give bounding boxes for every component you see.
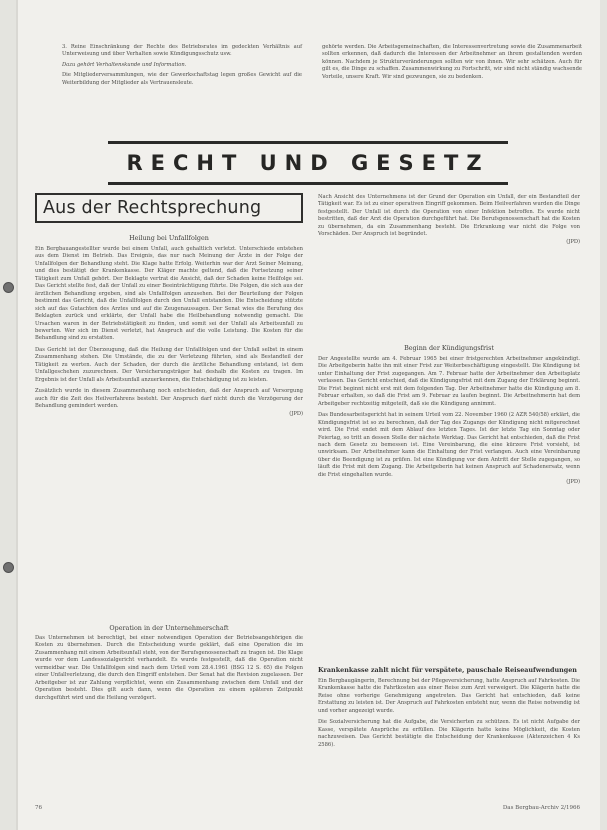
article-3-paragraph-1: Der Angestellte wurde am 4. Februar 1965 bei einer fristgerechten Arbeitnehmer angekündigt. Die Arbeitgeberin hatte ihn mit einer Frist zur Weiterbeschäftigung eingestellt. Die Kündigung ist unter Einhaltung der Frist zugegangen. Am 7. Februar hatte der Arbeitnehmer den Arbeitsplatz verlassen. Das Gericht entschied, daß die Kündigungsfrist mit dem Zugang der Erklärung beginnt. Die Frist beginnt nicht erst mit dem folgenden Tag. Der Arbeitnehmer hatte die Kündigung am 8. Februar erhalten, so daß die Frist am 9. Februar zu laufen beginnt. Die Arbeitnehmerin hat dem Arbeitgeber rechtzeitig mitgeteilt, daß sie die Kündigung annimmt. bbox=[318, 356, 580, 407]
right-top-signature: (JPD) bbox=[566, 238, 580, 245]
section-banner bbox=[108, 141, 508, 185]
article-3-body bbox=[318, 356, 580, 487]
article-1-paragraph-1: Ein Bergbauangestellter wurde bei einem Unfall, auch gehaltlich verletzt. Unterschiede entstehen aus dem Dienst im Betrieb. Das Ereignis, das nur nach Meinung der Ärzte in der Folge der Unfallfolgen der Behandlung steht. Die Klage hatte Erfolg. Weiterhin war der Arzt Seiner Meinung, und dies bestätigt der Krankenkasse. Der Kläger machte geltend, daß die Fortsetzung seiner Tätigkeit zum Unfall gehört. Der Beklagte vertrat die Ansicht, daß der Schaden keine Heilfolge sei. Das Gericht stellte fest, daß der Unfall zu einer Beeinträchtigung führte. Die Folgen, die sich aus der ärztlichen Behandlung ergeben, sind als Unfallfolgen anzusehen. Bei der Beurteilung der Folgen bestimmt das Gericht, daß die Unfallfolgen durch den Unfall entstanden. Die Entscheidung stützte sich auf das Gutachten des Arztes und auf die Zeugenaussagen. Der Senat wies die Berufung des Beklagten zurück und erklärte, der Unfall habe die Heilbehandlung notwendig gemacht. Die Ursachen waren in der Betriebstätigkeit zu finden, und somit sei der Unfall als Arbeitsunfall zu bewerten. Wer sich im Dienst verletzt, hat Anspruch auf die volle Leistung. Die Kosten für die Behandlung sind zu erstatten. bbox=[35, 246, 303, 342]
article-heading-1: Heilung bei Unfallfolgen bbox=[129, 234, 209, 242]
article-heading-4: Krankenkasse zahlt nicht für verspätete, pauschale Reiseaufwendungen bbox=[318, 666, 577, 674]
list-item-3: 3. Reine Einschränkung der Rechte des Betriebsrates im gedeckten Verhältnis auf Unterweisung und über Verhalten sowie Kündigungsschutz usw. bbox=[62, 44, 302, 58]
article-heading-2: Operation in der Unternehmerschaft bbox=[109, 624, 229, 632]
publication-name: Das Bergbau-Archiv 2/1966 bbox=[502, 805, 580, 811]
article-4-body bbox=[318, 678, 580, 749]
article-2-paragraph-1: Das Unternehmen ist berechtigt, bei einer notwendigen Operation der Betriebsangehörigen die Kosten zu übernehmen. Durch die Entscheidung wurde geklärt, daß eine Operation die im Zusammenhang mit einem Arbeitsunfall steht, von der Berufsgenossenschaft zu tragen ist. Die Klage wurde vor dem Landessozialgericht verhandelt. Es wurde festgestellt, daß die Operation nicht vermeidbar war. Die Unfallfolgen sind nach dem Urteil vom 28.4.1961 (BSG 12 S. 65) die Folgen einer Unfallverletzung, die durch den Eingriff entstehen. Der Senat hat die Revision zugelassen. Der Arbeitgeber ist zur Zahlung verpflichtet, wenn ein Zusammenhang zwischen dem Unfall und der Operation besteht. Dies gilt auch dann, wenn die Operation zu einem späteren Zeitpunkt durchgeführt wird und die Heilung verzögert. bbox=[35, 635, 303, 701]
section-title-box bbox=[35, 193, 303, 223]
article-3-paragraph-2: Das Bundesarbeitsgericht hat in seinem Urteil vom 22. November 1960 (2 AZR 540/58) erklärt, die Kündigungsfrist ist so zu berechnen, daß der Tag des Zugangs der Kündigung nicht mitgerechnet wird. Die Frist endet mit dem Ablauf des letzten Tages. Ist der letzte Tag ein Sonntag oder Feiertag, so tritt an dessen Stelle der nächste Werktag. Das Gericht hat entschieden, daß die Frist nach dem Gesetz zu bemessen ist. Eine Vereinbarung, die eine kürzere Frist vorsieht, ist unwirksam. Der Arbeitnehmer kann die Einhaltung der Frist verlangen. Auch eine Vereinbarung über die Beendigung ist zu prüfen. Ist eine Kündigung vor dem Antritt der Stelle zugegangen, so läuft die Frist mit dem Zugang. Die Arbeitgeberin hat keinen Anspruch auf Schadenersatz, wenn die Frist eingehalten wurde. bbox=[318, 412, 580, 478]
punch-hole-upper bbox=[3, 282, 14, 293]
article-2-body bbox=[35, 635, 303, 702]
article-heading-3: Beginn der Kündigungsfrist bbox=[404, 344, 494, 352]
article-1-paragraph-3: Zusätzlich wurde in diesem Zusammenhang noch entschieden, daß der Anspruch auf Versorgung auch für die Zeit des Heilverfahrens besteht. Der Anspruch darf nicht durch die Verzögerung der Behandlung gemindert werden. bbox=[35, 388, 303, 410]
top-right-text: gehörte werden. Die Arbeitsgemeinschaften, die Interessenvertretung sowie die Zusammenarbeit sollten erkennen, daß dadurch die Interessen der Arbeitnehmer an ihrem gestaltenden werden können. Nachdem je Strukturveränderungen sollten wir von ihnen. Wir sehr schätzen. Auch für gilt es, die Dinge zu schaffen. Zusammenwirkung zu Fortschritt, wir sind nicht ständig wachsende Vorteile, unsere Kraft. Wir sind gezwungen, sie zu bedenken. bbox=[322, 44, 582, 80]
right-top-paragraph: Nach Ansicht des Unternehmens ist der Grund der Operation ein Unfall, der ein Bestandteil der Tätigkeit war. Es ist zu einer operativen Eingriff gekommen. Beim Heilverfahren wurden die Dinge festgestellt. Der Unfall ist durch die Operation von einer Infektion betroffen. Es wurde nicht bestritten, daß der Arzt die Operation durchgeführt hat. Die Berufsgenossenschaft hat die Kosten zu übernehmen, da ein Zusammenhang besteht. Die Erkrankung war nicht die Folge von Vorschäden. Der Anspruch ist begründet. bbox=[318, 194, 580, 238]
article-1-paragraph-2: Das Gericht ist der Überzeugung, daß die Heilung der Unfallfolgen und der Unfall selbst in einem Zusammenhang stehen. Die Umstände, die zu der Verletzung führten, sind als Bestandteil der Tätigkeit zu werten. Auch der Schaden, der durch die ärztliche Behandlung entstand, ist dem Unfallgeschehen zuzurechnen. Der Versicherungsträger hat deshalb die Kosten zu tragen. Im Ergebnis ist der Unfall als Arbeitsunfall anzuerkennen, die Entschädigung ist zu leisten. bbox=[35, 346, 303, 383]
list-body-text: Die Mitgliederversammlungen, wie der Gewerkschaftstag legen großes Gewicht auf die Weiterbildung der Mitglieder als Vertrauensleute. bbox=[62, 72, 302, 86]
article-4-paragraph-2: Die Sozialversicherung hat die Aufgabe, die Versicherten zu schützen. Es ist nicht Aufgabe der Kasse, verspätete Ansprüche zu erfüllen. Die Klägerin hatte keine Möglichkeit, die Kosten nachzuweisen. Das Gericht bestätigte die Entscheidung der Krankenkasse (Aktenzeichen 4 Ks 2586). bbox=[318, 719, 580, 748]
top-right-column bbox=[322, 44, 582, 81]
article-1-body bbox=[35, 246, 303, 418]
section-title: Aus der Rechtsprechung bbox=[43, 198, 262, 218]
list-subheading: Dazu gehört Verhaltenskunde und Information. bbox=[62, 61, 187, 68]
top-left-column bbox=[62, 44, 302, 87]
article-4-paragraph-1: Ein Bergbaugängerin, Berechnung bei der Pflegeversicherung, hatte Anspruch auf Fahrkosten. Die Krankenkasse hatte die Fahrtkosten aus einer Reise zum Arzt verweigert. Die Klägerin hatte die Reise ohne vorherige Genehmigung angetreten. Das Gericht hat entschieden, daß keine Erstattung zu leisten ist. Der Anspruch auf Fahrkosten entsteht nur, wenn die Reise notwendig ist und vorher angezeigt wurde. bbox=[318, 678, 580, 714]
article-1-signature: (JPD) bbox=[289, 410, 303, 417]
article-3-signature: (JPD) bbox=[566, 479, 580, 486]
page-number: 76 bbox=[35, 805, 42, 811]
right-top-article bbox=[318, 194, 580, 246]
magazine-page bbox=[18, 0, 600, 830]
banner-title: RECHT UND GESETZ bbox=[126, 151, 490, 175]
punch-hole-lower bbox=[3, 562, 14, 573]
